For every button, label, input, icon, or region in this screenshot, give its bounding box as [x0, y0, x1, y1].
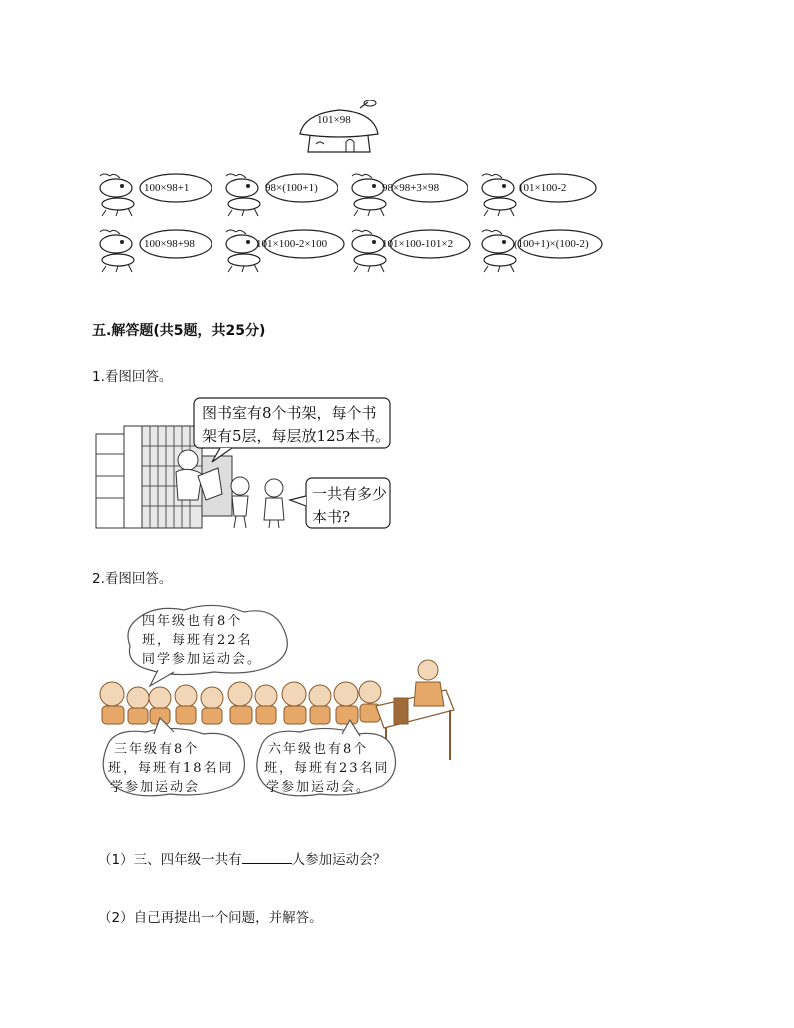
mushroom-label: 101×98	[317, 114, 351, 126]
cloud-right-line-2: 班，每班有23名同	[264, 761, 390, 776]
ant-icon	[474, 226, 604, 274]
ant-expression: 98×(100+1)	[265, 182, 318, 194]
ant-icon	[92, 170, 212, 218]
answer-blank[interactable]	[242, 851, 292, 864]
cloud-top-line-2: 班，每班有22名	[142, 633, 253, 648]
question-1-title: 1.看图回答。	[92, 369, 173, 385]
ant-card	[92, 170, 212, 218]
sub-question-1	[98, 848, 386, 868]
bubble-top-line-1: 图书室有8个书架，每个书	[202, 404, 377, 422]
question-2-title: 2.看图回答。	[92, 571, 173, 587]
ant-card	[344, 170, 468, 218]
section-title: 五.解答题(共5题，共25分)	[92, 323, 266, 339]
sub-question-1-prefix: （1）三、四年级一共有	[98, 852, 242, 868]
sub-question-1-suffix: 人参加运动会？	[291, 852, 387, 868]
ant-icon	[218, 170, 338, 218]
bubble-bottom-line-2: 本书?	[312, 508, 351, 526]
ant-expression: 101×100-101×2	[382, 238, 454, 250]
ant-expression: 101×100-2×100	[256, 238, 328, 250]
ant-expression: 100×98+98	[144, 238, 195, 250]
ant-expression: 101×100-2	[518, 182, 567, 194]
ant-card	[474, 226, 604, 274]
ant-icon	[344, 170, 468, 218]
ant-card	[218, 170, 338, 218]
cloud-top-line-1: 四年级也有8个	[142, 614, 243, 629]
bubble-top-line-2: 架有5层，每层放125本书。	[202, 427, 391, 445]
ant-icon	[218, 226, 348, 274]
cloud-top-line-3: 同学参加运动会。	[142, 652, 263, 667]
cloud-left-line-1: 三年级有8个	[114, 742, 200, 757]
mushroom-figure	[294, 100, 384, 156]
cloud-left-line-3: 学参加运动会	[110, 780, 201, 795]
ant-icon	[344, 226, 472, 274]
ant-expression: 100×98+1	[144, 182, 190, 194]
ant-expression: (100+1)×(100-2)	[514, 238, 589, 250]
ant-card	[92, 226, 212, 274]
ant-card	[474, 170, 598, 218]
ant-card	[344, 226, 472, 274]
ant-expression: 98×98+3×98	[382, 182, 440, 194]
sub-question-2: （2）自己再提出一个问题，并解答。	[98, 910, 323, 926]
cloud-left-line-2: 班，每班有18名同	[108, 761, 234, 776]
cloud-right-line-1: 六年级也有8个	[268, 742, 369, 757]
ant-card	[218, 226, 348, 274]
mushroom-icon	[294, 100, 384, 156]
cloud-right-line-3: 学参加运动会。	[266, 780, 372, 795]
ant-icon	[92, 226, 212, 274]
bubble-bottom-line-1: 一共有多少	[312, 485, 388, 503]
ant-icon	[474, 170, 598, 218]
